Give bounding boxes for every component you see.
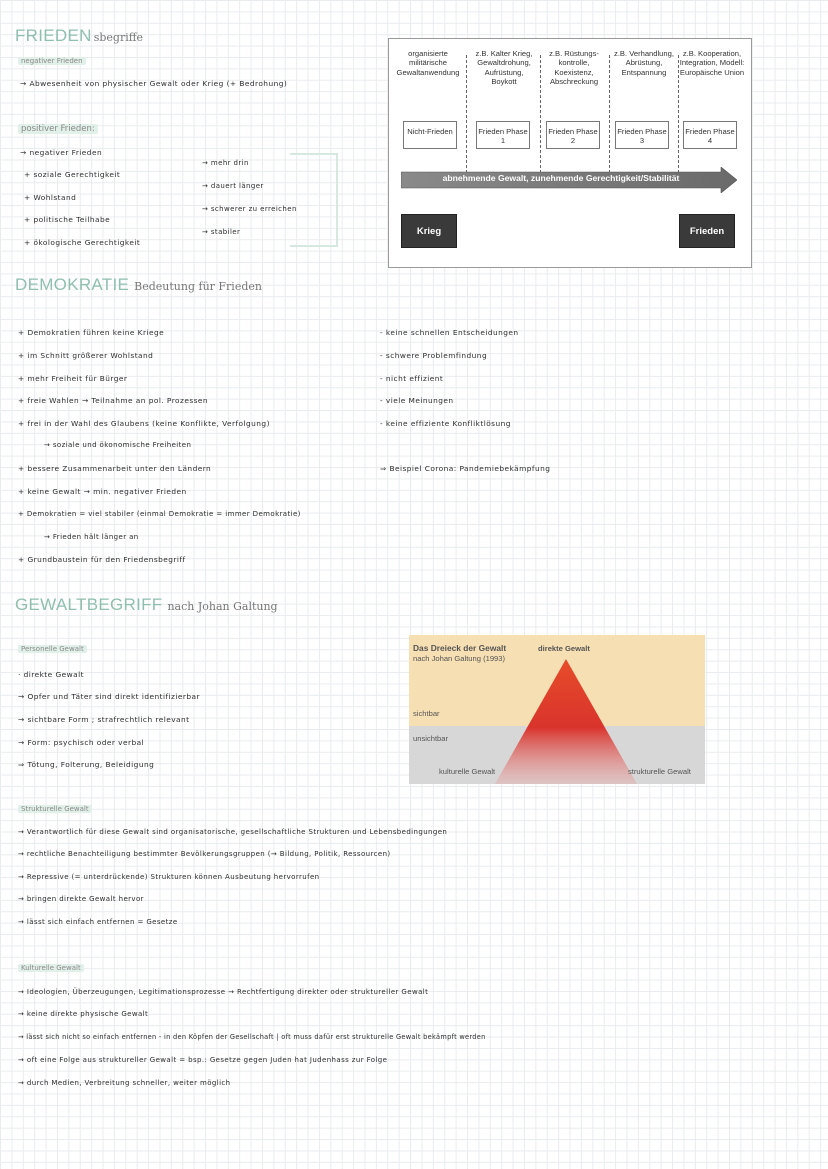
personelle-gewalt-item: → sichtbare Form ; strafrechtlich relevant	[18, 715, 190, 724]
demokratie-pro-subitem: → soziale und ökonomische Freiheiten	[44, 441, 192, 449]
positiver-frieden-item: + Wohlstand	[24, 193, 77, 202]
bracket-item: → dauert länger	[202, 182, 264, 190]
dreieck-label-kulturell: kulturelle Gewalt	[439, 767, 496, 776]
demokratie-contra-item: - viele Meinungen	[380, 396, 454, 405]
bracket-item: → mehr drin	[202, 159, 249, 167]
demokratie-pro-subitem: → Frieden hält länger an	[44, 533, 139, 541]
demokratie-contra-item: - keine schnellen Entscheidungen	[380, 328, 519, 337]
demokratie-contra-item: - nicht effizient	[380, 374, 444, 383]
positiver-frieden-tag: positiver Frieden:	[18, 124, 98, 134]
dreieck-der-gewalt	[409, 635, 705, 784]
kulturelle-gewalt-item: → keine direkte physische Gewalt	[18, 1010, 149, 1018]
frieden-heading-suffix: sbegriffe	[93, 31, 144, 44]
personelle-gewalt-item: → Opfer und Täter sind direkt identifizierbar	[18, 692, 200, 701]
dreieck-label-strukturell: strukturelle Gewalt	[628, 767, 691, 776]
kulturelle-gewalt-item: → oft eine Folge aus struktureller Gewalt = bsp.: Gesetze gegen Juden hat Judenhass zur Folge	[18, 1056, 388, 1064]
positiver-frieden-item: + politische Teilhabe	[24, 215, 111, 224]
dreieck-subtitle: nach Johan Galtung (1993)	[413, 654, 506, 663]
demokratie-heading-main: DEMOKRATIE	[15, 275, 130, 294]
diagram-separator	[609, 55, 610, 173]
positiver-frieden-item: + soziale Gerechtigkeit	[24, 170, 121, 179]
personelle-gewalt-item: → Form: psychisch oder verbal	[18, 738, 145, 747]
bracket-item: → stabiler	[202, 228, 241, 236]
negativer-frieden-definition: → Abwesenheit von physischer Gewalt oder Krieg (+ Bedrohung)	[20, 79, 288, 88]
demokratie-beispiel: ⇒ Beispiel Corona: Pandemiebekämpfung	[380, 464, 551, 473]
positiver-frieden-item: → negativer Frieden	[20, 148, 103, 157]
diagram-separator	[466, 55, 467, 173]
kulturelle-gewalt-item: → Ideologien, Überzeugungen, Legitimationsprozesse → Rechtfertigung direkter oder struktureller Gewalt	[18, 988, 429, 996]
gewalt-heading	[15, 595, 278, 615]
demokratie-heading-suffix: Bedeutung für Frieden	[134, 280, 262, 293]
strukturelle-gewalt-item: → bringen direkte Gewalt hervor	[18, 895, 144, 903]
demokratie-contra-item: - schwere Problemfindung	[380, 351, 488, 360]
diagram-column-label: z.B. Rüstungs-kontrolle, Koexistenz, Abschreckung	[549, 49, 599, 87]
demokratie-pro-item: + im Schnitt größerer Wohlstand	[18, 351, 154, 360]
demokratie-pro-item: + mehr Freiheit für Bürger	[18, 374, 128, 383]
diagram-arrow-label: abnehmende Gewalt, zunehmende Gerechtigkeit/Stabilität	[442, 173, 680, 183]
strukturelle-gewalt-item: → Repressive (= unterdrückende) Strukturen können Ausbeutung hervorrufen	[18, 873, 320, 881]
dreieck-title: Das Dreieck der Gewalt	[413, 643, 507, 653]
demokratie-pro-item: + frei in der Wahl des Glaubens (keine Konflikte, Verfolgung)	[18, 419, 270, 428]
diagram-krieg-box: Krieg	[401, 214, 457, 248]
dreieck-label-sichtbar: sichtbar	[413, 709, 440, 718]
diagram-frieden-box: Frieden	[679, 214, 735, 248]
bracket-decoration	[290, 153, 338, 247]
diagram-column-label: z.B. Kooperation, Integration, Modell: Europäische Union	[679, 49, 745, 77]
diagram-phase-box: Frieden Phase 1	[476, 121, 530, 149]
kulturelle-gewalt-tag: Kulturelle Gewalt	[18, 964, 84, 972]
diagram-phase-box: Frieden Phase 4	[683, 121, 737, 149]
gewalt-heading-suffix: nach Johan Galtung	[167, 600, 278, 613]
frieden-phasen-diagramm	[388, 38, 752, 268]
bracket-item: → schwerer zu erreichen	[202, 205, 297, 213]
diagram-phase-box: Nicht-Frieden	[403, 121, 457, 149]
negativer-frieden-tag: negativer Frieden	[18, 57, 86, 65]
dreieck-label-unsichtbar: unsichtbar	[413, 734, 449, 743]
diagram-column-label: z.B. Kalter Krieg, Gewaltdrohung, Aufrüstung, Boykott	[475, 49, 533, 87]
demokratie-pro-item: + Demokratien führen keine Kriege	[18, 328, 165, 337]
strukturelle-gewalt-tag: Strukturelle Gewalt	[18, 805, 92, 813]
strukturelle-gewalt-item: → Verantwortlich für diese Gewalt sind organisatorische, gesellschaftliche Strukturen und Lebensbedingungen	[18, 828, 448, 836]
demokratie-heading	[15, 275, 262, 295]
demokratie-pro-item: + Demokratien = viel stabiler (einmal Demokratie = immer Demokratie)	[18, 510, 301, 518]
strukturelle-gewalt-item: → lässt sich einfach entfernen = Gesetze	[18, 918, 178, 926]
diagram-column-label: organisierte militärische Gewaltanwendung	[396, 49, 460, 77]
dreieck-label-direkt: direkte Gewalt	[538, 644, 590, 653]
strukturelle-gewalt-item: → rechtliche Benachteiligung bestimmter Bevölkerungsgruppen (→ Bildung, Politik, Ressourcen)	[18, 850, 391, 858]
diagram-phase-box: Frieden Phase 2	[546, 121, 600, 149]
frieden-heading-main: FRIEDEN	[15, 26, 92, 45]
demokratie-pro-item: + bessere Zusammenarbeit unter den Ländern	[18, 464, 212, 473]
kulturelle-gewalt-item: → durch Medien, Verbreitung schneller, weiter möglich	[18, 1079, 231, 1087]
personelle-gewalt-tag: Personelle Gewalt	[18, 645, 87, 653]
personelle-gewalt-item: ⇒ Tötung, Folterung, Beleidigung	[18, 760, 155, 769]
frieden-heading	[15, 26, 143, 46]
personelle-gewalt-item: · direkte Gewalt	[18, 670, 84, 679]
diagram-column-label: z.B. Verhandlung, Abrüstung, Entspannung	[614, 49, 674, 77]
demokratie-pro-item: + keine Gewalt → min. negativer Frieden	[18, 487, 187, 496]
kulturelle-gewalt-item: → lässt sich nicht so einfach entfernen - in den Köpfen der Gesellschaft | oft muss dafür erst strukturelle Gewalt bekämpft werden	[18, 1033, 486, 1041]
positiver-frieden-item: + ökologische Gerechtigkeit	[24, 238, 141, 247]
gewalt-heading-main: GEWALTBEGRIFF	[15, 595, 163, 614]
demokratie-contra-item: - keine effiziente Konfliktlösung	[380, 419, 511, 428]
diagram-phase-box: Frieden Phase 3	[615, 121, 669, 149]
demokratie-pro-item: + Grundbaustein für den Friedensbegriff	[18, 555, 186, 564]
demokratie-pro-item: + freie Wahlen → Teilnahme an pol. Prozessen	[18, 396, 209, 405]
